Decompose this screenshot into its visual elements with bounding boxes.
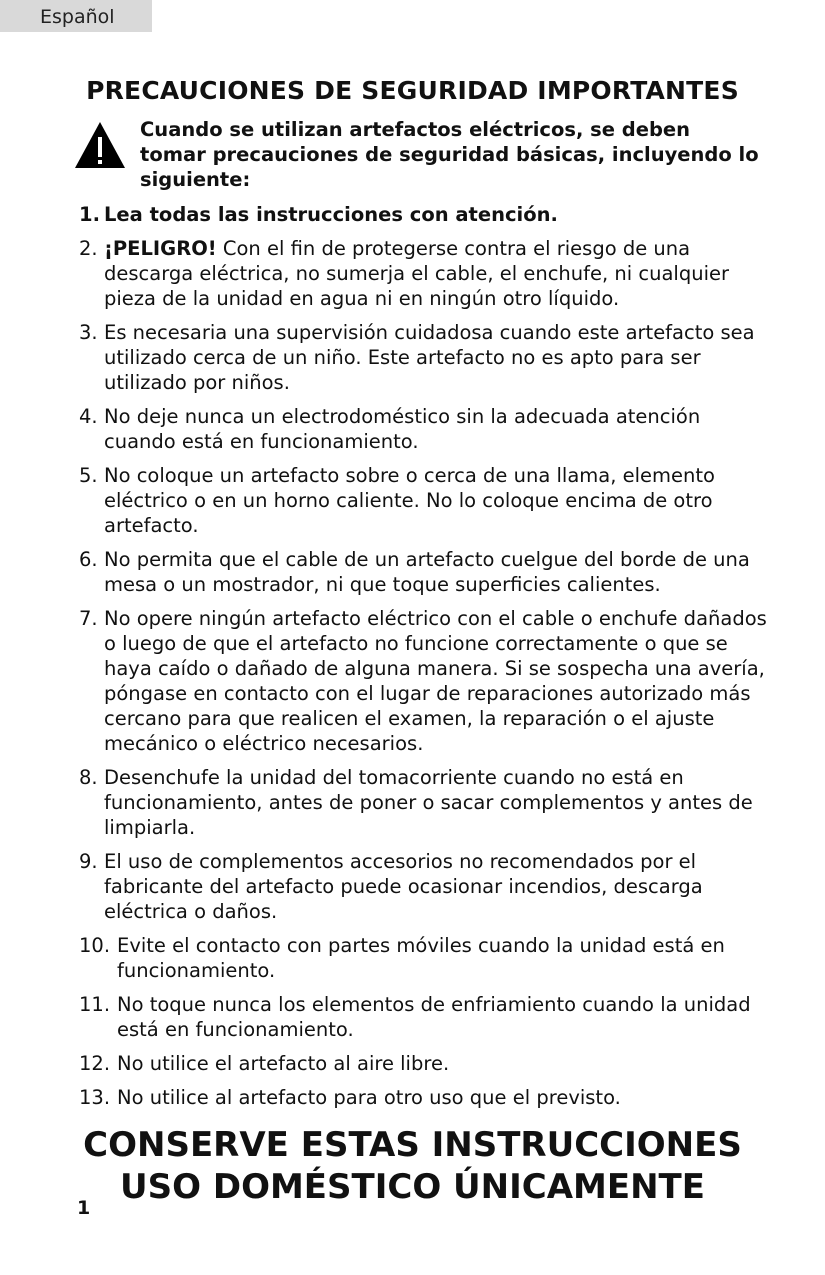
item-number: 6.	[79, 548, 98, 571]
list-item	[79, 933, 769, 983]
item-text: No permita que el cable de un artefacto cuelgue del borde de una mesa o un mostrador, ni que toque superficies calientes.	[104, 548, 750, 596]
item-number: 8.	[79, 766, 98, 789]
item-text: No coloque un artefacto sobre o cerca de una llama, elemento eléctrico o en un horno caliente. No lo coloque encima de otro artefacto.	[104, 464, 715, 537]
warning-icon	[74, 120, 126, 170]
page-number: 1	[77, 1197, 91, 1219]
item-text: El uso de complementos accesorios no recomendados por el fabricante del artefacto puede ocasionar incendios, descarga eléctrica o daños.	[104, 850, 703, 923]
item-text: No toque nunca los elementos de enfriamiento cuando la unidad está en funcionamiento.	[117, 993, 751, 1041]
item-number: 12.	[79, 1052, 111, 1075]
item-text: Es necesaria una supervisión cuidadosa cuando este artefacto sea utilizado cerca de un niño. Este artefacto no es apto para ser utilizado por niños.	[104, 321, 755, 394]
item-text: No utilice el artefacto al aire libre.	[117, 1052, 450, 1075]
page-title: PRECAUCIONES DE SEGURIDAD IMPORTANTES	[86, 76, 739, 105]
item-number: 3.	[79, 321, 98, 344]
item-number: 5.	[79, 464, 98, 487]
item-number: 7.	[79, 607, 98, 630]
precautions-list	[79, 202, 769, 1119]
list-item	[79, 236, 769, 311]
list-item	[79, 1085, 769, 1110]
item-number: 11.	[79, 993, 111, 1016]
item-text: No deje nunca un electrodoméstico sin la adecuada atención cuando está en funcionamiento.	[104, 405, 701, 453]
language-tab: Español	[0, 0, 152, 32]
item-number: 1.	[79, 203, 100, 226]
item-number: 10.	[79, 934, 111, 957]
list-item	[79, 547, 769, 597]
list-item	[79, 404, 769, 454]
footer-notice	[0, 1124, 825, 1208]
item-text: No utilice al artefacto para otro uso que el previsto.	[117, 1086, 621, 1109]
intro-text: Cuando se utilizan artefactos eléctricos, se deben tomar precauciones de seguridad básicas, incluyendo lo siguiente:	[140, 118, 759, 191]
item-text: Desenchufe la unidad del tomacorriente cuando no está en funcionamiento, antes de poner o sacar complementos y antes de limpiarla.	[104, 766, 753, 839]
item-text: Evite el contacto con partes móviles cuando la unidad está en funcionamiento.	[117, 934, 725, 982]
list-item	[79, 202, 769, 227]
list-item	[79, 320, 769, 395]
item-text: Con el fin de protegerse contra el riesgo de una descarga eléctrica, no sumerja el cable, el enchufe, ni cualquier pieza de la unidad en agua ni en ningún otro líquido.	[104, 237, 729, 310]
footer-line-1: CONSERVE ESTAS INSTRUCCIONES	[83, 1125, 742, 1165]
item-text: No opere ningún artefacto eléctrico con el cable o enchufe dañados o luego de que el artefacto no funcione correctamente o que se haya caído o dañado de alguna manera. Si se sospecha una avería, póngase en contacto con el lugar de reparaciones autorizado más cercano para que realicen el examen, la reparación o el ajuste mecánico o eléctrico necesarios.	[104, 607, 767, 755]
item-text: Lea todas las instrucciones con atención.	[104, 203, 558, 226]
list-item	[79, 849, 769, 924]
footer-line-2: USO DOMÉSTICO ÚNICAMENTE	[120, 1167, 705, 1207]
list-item	[79, 606, 769, 756]
item-number: 4.	[79, 405, 98, 428]
item-number: 2.	[79, 237, 98, 260]
danger-label: ¡PELIGRO!	[104, 237, 217, 260]
list-item	[79, 992, 769, 1042]
item-number: 9.	[79, 850, 98, 873]
list-item	[79, 463, 769, 538]
list-item	[79, 765, 769, 840]
item-number: 13.	[79, 1086, 111, 1109]
list-item	[79, 1051, 769, 1076]
